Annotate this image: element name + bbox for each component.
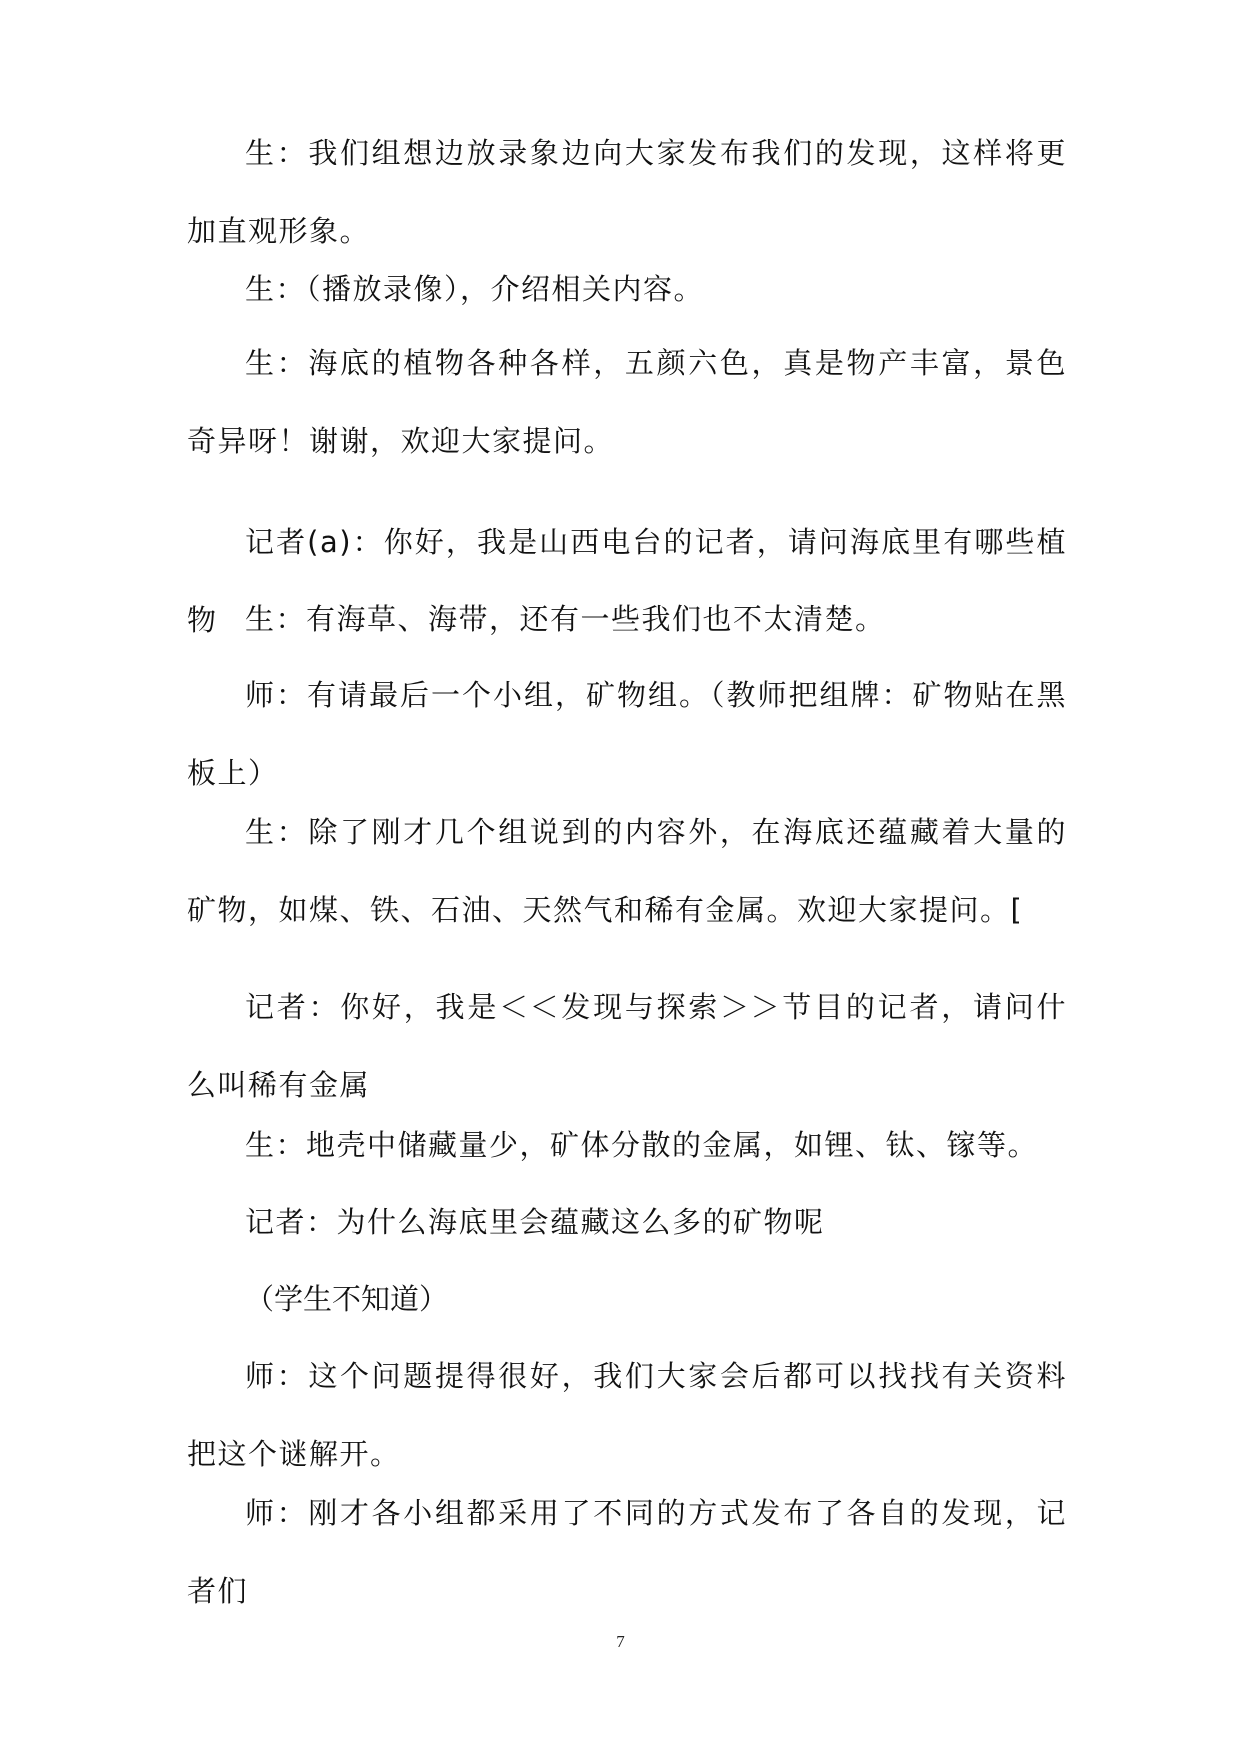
paragraph: 师：刚才各小组都采用了不同的方式发布了各自的发现，记者们: [187, 1496, 1067, 1608]
paragraph: 师：有请最后一个小组，矿物组。（教师把组牌：矿物贴在黑板上）: [187, 678, 1067, 790]
paragraph: 生：地壳中储藏量少，矿体分散的金属，如锂、钛、镓等。: [245, 1128, 1039, 1162]
paragraph: 生：我们组想边放录象边向大家发布我们的发现，这样将更加直观形象。: [187, 136, 1067, 248]
paragraph: 记者(a)：你好，我是山西电台的记者，请问海底里有哪些植物: [187, 525, 1067, 637]
paragraph: 生：海底的植物各种各样，五颜六色，真是物产丰富，景色奇异呀！谢谢，欢迎大家提问。: [187, 346, 1067, 458]
page-number: 7: [616, 1632, 625, 1651]
paragraph: 生：（播放录像），介绍相关内容。: [245, 272, 705, 306]
paragraph: （学生不知道）: [245, 1282, 449, 1316]
paragraph: 生：有海草、海带，还有一些我们也不太清楚。: [245, 602, 886, 636]
paragraph: 生：除了刚才几个组说到的内容外，在海底还蕴藏着大量的矿物，如煤、铁、石油、天然气和稀有金属。欢迎大家提问。[: [187, 815, 1067, 927]
paragraph: 记者：为什么海底里会蕴藏这么多的矿物呢: [245, 1205, 825, 1239]
paragraph: 师：这个问题提得很好，我们大家会后都可以找找有关资料把这个谜解开。: [187, 1359, 1067, 1471]
paragraph: 记者：你好，我是＜＜发现与探索＞＞节目的记者，请问什么叫稀有金属: [187, 990, 1067, 1102]
